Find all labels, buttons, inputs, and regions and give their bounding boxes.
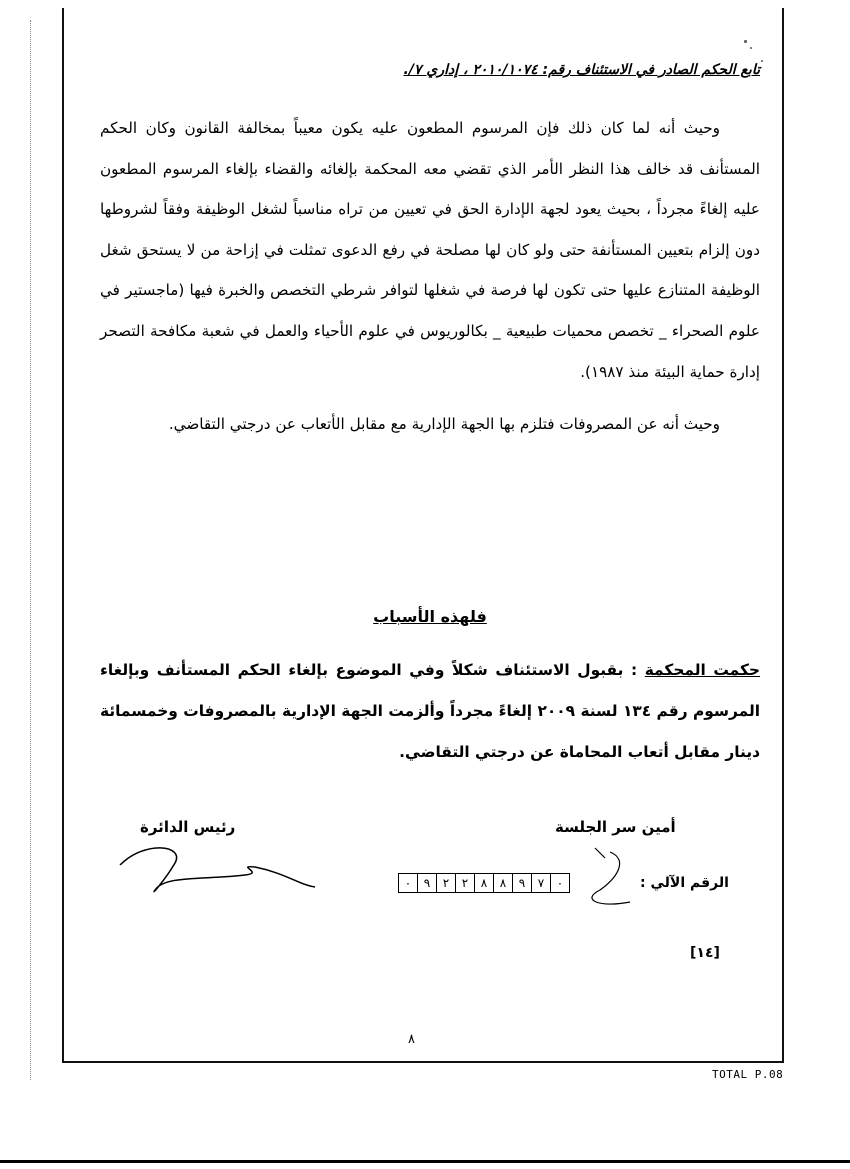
serial-digit: ٩ [513,874,532,892]
judgment-body [100,108,760,445]
serial-digit: ٨ [475,874,494,892]
document-header: تابع الحكم الصادر في الاستئناف رقم: ٢٠١٠/١٠٧٤ ، إداري ٧/. [403,62,760,78]
serial-number-boxes [398,873,570,893]
secretary-signature-label: أمين سر الجلسة [555,818,676,836]
secretary-handwritten-mark [570,840,650,910]
reasons-heading: فلهذه الأسباب [373,607,487,626]
page-bracket-label: [١٤] [690,945,720,961]
fax-total-pages: TOTAL P.08 [712,1068,784,1081]
page-number: ٨ [408,1032,415,1047]
serial-digit: ٠ [399,874,418,892]
bottom-edge-rule [0,1160,850,1163]
serial-digit: ٩ [418,874,437,892]
serial-digit: ٢ [456,874,475,892]
handwritten-signature [115,835,325,905]
president-signature-label: رئيس الدائرة [140,818,236,836]
ruling-lead: حكمت المحكمة [644,661,761,679]
left-margin-dotted-line [30,20,32,1080]
serial-digit: ٨ [494,874,513,892]
serial-digit: ٧ [532,874,551,892]
ruling-paragraph [100,650,760,773]
ruling-text: : بقبول الاستئناف شكلاً وفي الموضوع بإلغاء الحكم المستأنف وبإلغاء المرسوم رقم ١٣٤ لسنة ٢٠٠٩ إلغاءً مجرداً وألزمت الجهة الإدارية بالمصروفات وخمسمائة دينار مقابل أتعاب المحاماة عن درجتي التقاضي. [100,661,761,761]
paragraph-reasoning: وحيث أنه لما كان ذلك فإن المرسوم المطعون عليه يكون معيباً بمخالفة القانون وكان الحكم المستأنف قد خالف هذا النظر الأمر الذي تقضي معه المحكمة بإلغائه والقضاء بإلغاء المرسوم المطعون عليه إلغاءً مجرداً ، بحيث يعود لجهة الإدارة الحق في تعيين من تراه مناسباً لشغل الوظيفة وفقاً لشروطها دون إلزام بتعيين المستأنفة حتى ولو كان لها مصلحة في رفع الدعوى تمثلت في إزاحة من لا يستحق شغل الوظيفة المتنازع عليها حتى تكون لها فرصة في شغلها لتوافر شرطي التخصص والخبرة فيها (ماجستير في علوم الصحراء _ تخصص محميات طبيعية _ بكالوريوس في علوم الأحياء والعمل في شعبة مكافحة التصحر إدارة حماية البيئة منذ ١٩٨٧). [100,119,760,381]
paragraph-costs: وحيث أنه عن المصروفات فتلزم بها الجهة الإدارية مع مقابل الأتعاب عن درجتي التقاضي. [168,415,720,434]
serial-number-label: الرقم الآلي : [640,875,729,891]
serial-digit: ٠ [556,876,564,890]
serial-digit: ٢ [437,874,456,892]
